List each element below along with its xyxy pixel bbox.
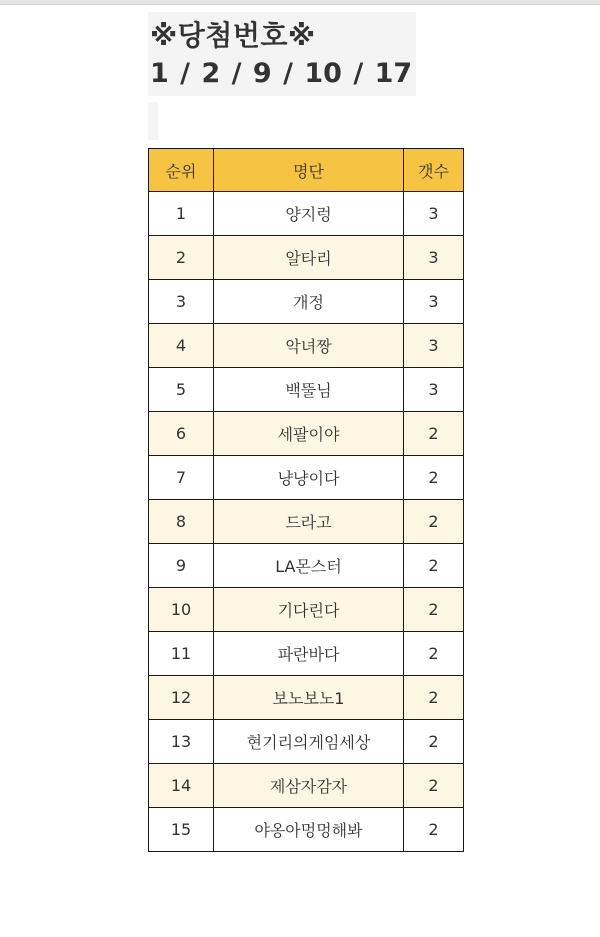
cell-name: 파란바다: [214, 632, 404, 676]
table-row: [149, 632, 464, 676]
cell-name: 드라고: [214, 500, 404, 544]
cell-count: 3: [404, 192, 464, 236]
cell-count: 2: [404, 544, 464, 588]
cell-rank: 15: [149, 808, 214, 852]
table-row: [149, 280, 464, 324]
table-row: [149, 500, 464, 544]
cell-count: 2: [404, 720, 464, 764]
cell-name: 악녀짱: [214, 324, 404, 368]
cell-name: 개정: [214, 280, 404, 324]
cell-count: 2: [404, 588, 464, 632]
header-name: 명단: [214, 149, 404, 192]
cell-name: 알타리: [214, 236, 404, 280]
cell-count: 2: [404, 676, 464, 720]
cell-name: 기다린다: [214, 588, 404, 632]
table-row: [149, 368, 464, 412]
winning-numbers-value: 1 / 2 / 9 / 10 / 17: [150, 58, 413, 89]
cell-name: LA몬스터: [214, 544, 404, 588]
cell-name: 백뚤님: [214, 368, 404, 412]
cell-name: 야옹아멍멍해봐: [214, 808, 404, 852]
cell-rank: 4: [149, 324, 214, 368]
cell-count: 2: [404, 456, 464, 500]
winning-numbers-block: [148, 12, 416, 96]
cell-rank: 1: [149, 192, 214, 236]
table-row: [149, 324, 464, 368]
table-row: [149, 192, 464, 236]
cell-name: 세팔이야: [214, 412, 404, 456]
text-cursor-highlight: [148, 102, 158, 140]
cell-rank: 7: [149, 456, 214, 500]
cell-name: 현기리의게임세상: [214, 720, 404, 764]
cell-count: 3: [404, 368, 464, 412]
table-row: [149, 764, 464, 808]
cell-count: 2: [404, 632, 464, 676]
cell-count: 2: [404, 412, 464, 456]
cell-count: 3: [404, 280, 464, 324]
table-header-row: [149, 149, 464, 192]
table-row: [149, 676, 464, 720]
table-row: [149, 588, 464, 632]
cell-rank: 8: [149, 500, 214, 544]
cell-rank: 10: [149, 588, 214, 632]
header-count: 갯수: [404, 149, 464, 192]
cell-rank: 11: [149, 632, 214, 676]
winning-numbers-title: ※당첨번호※: [150, 19, 316, 52]
cell-name: 양지렁: [214, 192, 404, 236]
cell-name: 제삼자감자: [214, 764, 404, 808]
cell-rank: 5: [149, 368, 214, 412]
table-row: [149, 720, 464, 764]
cell-count: 2: [404, 808, 464, 852]
cell-rank: 2: [149, 236, 214, 280]
top-scroll-edge: [0, 0, 600, 5]
cell-name: 냥냥이다: [214, 456, 404, 500]
table-row: [149, 412, 464, 456]
cell-rank: 3: [149, 280, 214, 324]
cell-count: 2: [404, 764, 464, 808]
cell-count: 2: [404, 500, 464, 544]
table-row: [149, 808, 464, 852]
table-row: [149, 544, 464, 588]
cell-name: 보노보노1: [214, 676, 404, 720]
cell-rank: 12: [149, 676, 214, 720]
table-row: [149, 236, 464, 280]
cell-rank: 14: [149, 764, 214, 808]
cell-rank: 6: [149, 412, 214, 456]
ranking-table: [148, 148, 464, 852]
table-row: [149, 456, 464, 500]
header-rank: 순위: [149, 149, 214, 192]
cell-rank: 13: [149, 720, 214, 764]
cell-rank: 9: [149, 544, 214, 588]
cell-count: 3: [404, 236, 464, 280]
cell-count: 3: [404, 324, 464, 368]
